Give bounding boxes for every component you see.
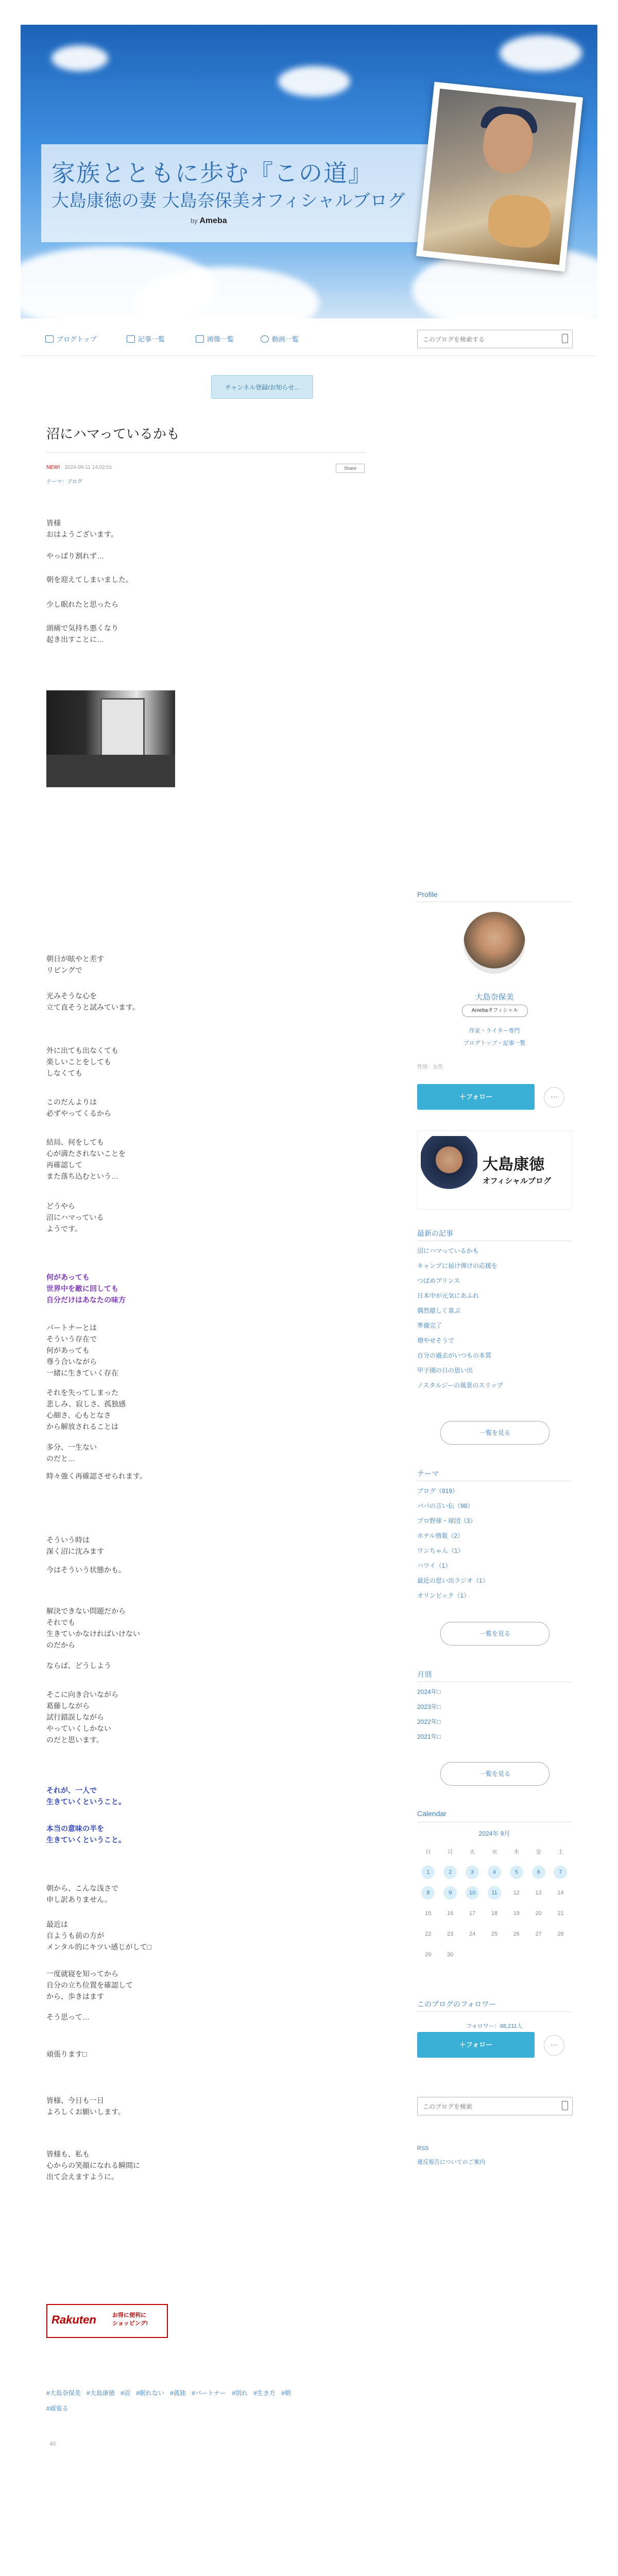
article-paragraph: ならば、どうしよう — [46, 1662, 111, 1670]
calendar-day: 29 — [425, 1952, 432, 1958]
nav-divider — [21, 355, 597, 356]
calendar-day[interactable]: 5 — [510, 1866, 523, 1879]
avatar[interactable] — [464, 912, 525, 974]
nav-video-list[interactable]: 動画一覧 — [261, 334, 299, 344]
rss-link[interactable]: RSS — [417, 2145, 429, 2151]
calendar-day: 24 — [469, 1931, 476, 1937]
article-paragraph: 頑張ります□ — [46, 2050, 87, 2058]
article-paragraph: 結局、何をしても 心が満たされないことを 再確認して また落ち込むという… — [46, 1138, 126, 1180]
calendar-day[interactable]: 4 — [488, 1866, 501, 1879]
calendar-day — [488, 1947, 501, 1961]
official-blog-sub: オフィシャルブログ — [483, 1177, 552, 1185]
calendar-weekday: 火 — [469, 1849, 475, 1855]
article-paragraph: そこに向き合いながら 葛藤しながら 試行錯誤しながら やっていくしかない のだと思います。 — [46, 1690, 118, 1744]
hashtag[interactable]: #生き方 — [253, 2389, 276, 2397]
article-paragraph: 一度就寝を知ってから 自分の立ち位置を確認して から、歩きはます — [46, 1970, 133, 2001]
by-ameba — [191, 216, 227, 226]
calendar-cell — [439, 1907, 461, 1920]
blog-nav — [21, 330, 597, 350]
article-paragraph: 外に出ても出なくても 楽しいことをしても しなくても — [46, 1046, 118, 1077]
video-icon — [261, 335, 269, 343]
channel-register-button[interactable]: チャンネル登録/お知らせ... — [211, 375, 313, 399]
calendar-cell — [550, 1907, 572, 1920]
search-icon[interactable] — [562, 334, 568, 343]
calendar-cell — [461, 1886, 484, 1900]
article-photo[interactable] — [46, 690, 175, 787]
new-badge: NEW! — [46, 465, 60, 470]
calendar-day: 12 — [513, 1890, 520, 1896]
calendar-day[interactable]: 7 — [554, 1866, 567, 1879]
calendar-day: 17 — [469, 1910, 476, 1917]
header-photo — [416, 82, 583, 272]
calendar-day: 13 — [535, 1890, 542, 1896]
month-item[interactable]: 2024年□ — [417, 1688, 441, 1696]
article-paragraph: 朝日が眩やと差す リビングで — [46, 955, 104, 974]
calendar-day — [554, 1947, 567, 1961]
article-title: 沼にハマっているかも — [46, 426, 180, 442]
theme-item[interactable]: 最近の思い出ラジオ（1） — [417, 1577, 489, 1584]
sidebar-search[interactable] — [417, 2097, 573, 2115]
theme-item[interactable]: ハワイ（1） — [417, 1562, 452, 1569]
hashtag[interactable]: #パートナー — [192, 2389, 226, 2397]
calendar-cell — [550, 1927, 572, 1941]
calendar-cell — [439, 1866, 461, 1879]
follow-button[interactable]: ＋フォロー — [417, 2032, 535, 2058]
calendar-day — [532, 1947, 545, 1961]
sidebar-search-input[interactable] — [422, 2098, 553, 2115]
home-icon — [45, 335, 54, 343]
recent-more-button[interactable]: 一覧を見る — [440, 1421, 550, 1445]
calendar-cell — [461, 1947, 484, 1962]
calendar-cell — [527, 1927, 550, 1941]
calendar-weekday: 水 — [491, 1849, 497, 1855]
recent-item[interactable]: 沼にハマっているかも — [417, 1247, 479, 1255]
official-badge: Amebaオフィシャル — [462, 1005, 528, 1017]
article-paragraph: 時々強く再確認させられます。 — [46, 1472, 147, 1480]
article-paragraph: どうやら 沼にハマっている ようです。 — [46, 1202, 104, 1233]
calendar-cell — [439, 1927, 461, 1941]
profile-info: 性別：女性 — [417, 1064, 443, 1070]
calendar-day: 15 — [425, 1910, 432, 1917]
calendar-day[interactable]: 1 — [421, 1866, 435, 1879]
article-paragraph: やっぱり割れず… — [46, 552, 104, 560]
hashtag[interactable]: #大島奈保美 — [46, 2389, 81, 2397]
profile-job[interactable]: 作家・ライター専門 — [469, 1028, 520, 1034]
calendar-cell — [505, 1907, 527, 1920]
more-options-button[interactable]: ··· — [544, 2035, 564, 2056]
list-icon — [127, 335, 135, 343]
theme-item[interactable]: パパの言い伝（98） — [417, 1502, 474, 1510]
hashtag[interactable]: #眠れない — [136, 2389, 164, 2397]
nav-article-list[interactable]: 記事一覧 — [127, 334, 165, 344]
rakuten-text: お得に便利に ショッピング! — [112, 2312, 148, 2327]
recent-item[interactable]: 偶然嬉しく喜ぶ — [417, 1307, 461, 1314]
calendar-week — [417, 1903, 572, 1924]
report-link[interactable]: 違反報告についてのご案内 — [417, 2159, 485, 2165]
calendar-cell — [461, 1927, 484, 1941]
calendar-weekday: 日 — [425, 1849, 431, 1855]
calendar-cell — [550, 1886, 572, 1900]
calendar-cell — [527, 1947, 550, 1962]
follow-button[interactable]: ＋フォロー — [417, 1084, 535, 1110]
article-paragraph: 朝を迎えてしまいました。 — [46, 575, 133, 584]
hashtag[interactable]: #朝 — [281, 2389, 291, 2397]
recent-item[interactable]: 準備完了 — [417, 1322, 442, 1329]
ameba-brand: Ameba — [199, 216, 227, 225]
article-emphasis: 何があっても 世界中を敵に回しても 自分だけはあなたの味方 — [46, 1273, 126, 1304]
nav-image-list[interactable]: 画像一覧 — [196, 334, 234, 344]
calendar-cell — [550, 1866, 572, 1879]
themes-more-button[interactable]: 一覧を見る — [440, 1622, 550, 1646]
month-item[interactable]: 2022年□ — [417, 1718, 441, 1725]
recent-list — [417, 1244, 572, 1393]
followers-follow-row — [417, 2032, 572, 2059]
calendar-day: 25 — [491, 1931, 498, 1937]
calendar-cell — [461, 1866, 484, 1879]
calendar-weekday: 月 — [447, 1849, 453, 1855]
rakuten-banner[interactable] — [46, 2304, 168, 2338]
calendar-cell — [484, 1927, 506, 1941]
follower-count[interactable]: フォロワー：88,211人 — [466, 2023, 523, 2029]
calendar-day: 22 — [425, 1931, 432, 1937]
hashtag[interactable]: #頑張る — [46, 2405, 68, 2412]
calendar-day[interactable]: 6 — [532, 1866, 545, 1879]
profile-name[interactable]: 大島奈保美 — [475, 993, 514, 1002]
article-paragraph: 多分、一生ない のだと… — [46, 1443, 97, 1463]
recent-item[interactable]: 甲子園の日の思い出 — [417, 1367, 473, 1374]
share-button[interactable]: Share — [336, 464, 365, 473]
recent-item[interactable]: つばめプリンス — [417, 1277, 460, 1284]
calendar-day — [466, 1947, 479, 1961]
nav-blog-top[interactable]: ブログトップ — [45, 334, 97, 344]
article-paragraph: 皆様も、私も 心からの笑顔になれる瞬間に 出て会えますように。 — [46, 2150, 140, 2181]
themes-heading: テーマ — [417, 1469, 439, 1478]
article-paragraph: パートナーとは そういう存在で 何があっても 尊う合いながら 一緒に生きていく存在 — [46, 1324, 118, 1377]
calendar-grid — [417, 1841, 572, 1965]
profile-links[interactable]: ブログトップ・記事一覧 — [463, 1040, 526, 1046]
recent-item[interactable]: 増やせそうで — [417, 1337, 455, 1344]
calendar-cell — [439, 1948, 461, 1961]
calendar-day[interactable]: 3 — [466, 1866, 479, 1879]
calendar-cell — [417, 1886, 439, 1900]
profile-follow-row — [417, 1084, 572, 1111]
article-paragraph: 皆様、今日も一日 よろしくお願いします。 — [46, 2096, 125, 2116]
calendar-day: 18 — [491, 1910, 498, 1917]
calendar-day[interactable]: 10 — [466, 1886, 479, 1900]
calendar-day: 27 — [535, 1931, 542, 1937]
recent-item[interactable]: 日本中が元気にあふれ — [417, 1292, 479, 1299]
calendar-day: 19 — [513, 1910, 520, 1917]
calendar-cell — [484, 1907, 506, 1920]
calendar-cell — [505, 1866, 527, 1879]
theme-item[interactable]: オリンピック（1） — [417, 1592, 470, 1599]
calendar-week — [417, 1944, 572, 1965]
calendar-cell — [461, 1907, 484, 1920]
hashtag[interactable]: #沼 — [121, 2389, 130, 2397]
calendar-week — [417, 1883, 572, 1903]
calendar-cell — [417, 1948, 439, 1961]
calendar-cell — [417, 1866, 439, 1879]
article-paragraph: 少し眠れたと思ったら — [46, 600, 118, 608]
calendar-day: 26 — [513, 1931, 520, 1937]
blog-header[interactable] — [21, 25, 597, 318]
search-icon[interactable] — [562, 2101, 568, 2110]
calendar-day: 14 — [557, 1890, 564, 1896]
calendar-cell — [505, 1927, 527, 1941]
recent-heading: 最新の記事 — [417, 1229, 453, 1238]
calendar-day: 28 — [557, 1931, 564, 1937]
calendar-heading: Calendar — [417, 1809, 447, 1818]
hashtag[interactable]: #別れ — [232, 2389, 248, 2397]
article-paragraph: 最近は 自ようも前の方が メンタル的にキツい感じがして□ — [46, 1920, 151, 1951]
image-icon — [196, 335, 204, 343]
hashtag-list — [46, 2385, 366, 2416]
monthly-list — [417, 1685, 572, 1744]
calendar-cell — [417, 1907, 439, 1920]
profile-heading: Profile — [417, 890, 438, 899]
calendar-day: 16 — [447, 1910, 454, 1917]
article-paragraph: 頭痛で気持ち悪くなり 起き出すことに… — [46, 624, 118, 643]
calendar-cell — [417, 1927, 439, 1941]
calendar-cell — [505, 1947, 527, 1962]
calendar-week — [417, 1924, 572, 1944]
calendar-day: 20 — [535, 1910, 542, 1917]
calendar-cell — [550, 1947, 572, 1962]
article-paragraph: それを失ってしまった 悲しみ、寂しさ、孤独感 心細さ、心もとなさ から解放されることは — [46, 1388, 126, 1431]
calendar-weekday: 金 — [536, 1849, 542, 1855]
article-paragraph: 朝から、こんな浅さで 申し訳ありません。 — [46, 1884, 118, 1904]
calendar-week — [417, 1862, 572, 1883]
blog-search[interactable] — [417, 330, 573, 348]
article-paragraph: 解決できない問題だから それでも 生きていかなければいけない のだから — [46, 1607, 140, 1649]
article-paragraph: そう思って… — [46, 2013, 90, 2021]
calendar-cell — [505, 1886, 527, 1900]
calendar-day[interactable]: 11 — [488, 1886, 501, 1900]
calendar-day: 23 — [447, 1931, 454, 1937]
calendar-day[interactable]: 2 — [443, 1866, 457, 1879]
monthly-heading: 月別 — [417, 1670, 432, 1679]
recent-item[interactable]: 自分の過去がいつもの本質 — [417, 1352, 492, 1359]
official-blog-photo — [421, 1136, 477, 1204]
article-paragraph: 皆様 おはようございます。 — [46, 519, 118, 538]
article-paragraph: このだんよりは 必ずやってくるから — [46, 1098, 111, 1117]
article-paragraph: 光みそうな心を 立て直そうと試みています。 — [46, 992, 140, 1011]
calendar-cell — [527, 1866, 550, 1879]
article-theme[interactable]: テーマ：ブログ — [46, 479, 82, 485]
calendar-day: 30 — [447, 1952, 454, 1958]
divider — [417, 2011, 572, 2012]
calendar-weekday: 土 — [557, 1849, 563, 1855]
hashtag[interactable]: #孤独 — [170, 2389, 186, 2397]
theme-item[interactable]: プロ野球・球団（3） — [417, 1517, 476, 1524]
theme-item[interactable]: ワンちゃん（1） — [417, 1547, 464, 1554]
calendar-cell — [527, 1907, 550, 1920]
official-blog-name: 大島康徳 — [483, 1156, 544, 1173]
by-prefix: by — [191, 217, 198, 225]
calendar-month: 2024年 9月 — [478, 1830, 510, 1837]
calendar-cell — [527, 1886, 550, 1900]
rakuten-logo: Rakuten — [52, 2313, 96, 2326]
calendar-cell — [439, 1886, 461, 1900]
theme-item[interactable]: ブログ（819） — [417, 1487, 459, 1495]
like-count[interactable]: 40 — [49, 2441, 56, 2447]
calendar-weekdays — [417, 1841, 572, 1862]
article-emphasis: 本当の意味の半を 生きていくということ。 — [46, 1824, 126, 1844]
monthly-more-button[interactable]: 一覧を見る — [440, 1762, 550, 1786]
calendar-weekday: 木 — [513, 1849, 520, 1855]
month-item[interactable]: 2021年□ — [417, 1733, 441, 1740]
blog-title[interactable]: 家族とともに歩む『この道』 — [52, 159, 373, 187]
calendar-cell — [484, 1886, 506, 1900]
followers-heading: このブログのフォロワー — [417, 2000, 496, 2008]
month-item[interactable]: 2023年□ — [417, 1703, 441, 1710]
more-options-button[interactable]: ··· — [544, 1087, 564, 1108]
calendar-cell — [484, 1866, 506, 1879]
article-paragraph: 今はそういう状態かも。 — [46, 1566, 126, 1574]
blog-subtitle: 大島康徳の妻 大島奈保美オフィシャルブログ — [52, 191, 405, 211]
article-date: 2024-09-11 14:02:01 — [64, 465, 112, 470]
article-emphasis: それが、一人で 生きていくということ。 — [46, 1786, 126, 1806]
search-input[interactable] — [422, 331, 553, 348]
calendar-day[interactable]: 9 — [443, 1886, 457, 1900]
article-meta — [46, 465, 112, 470]
calendar-cell — [484, 1947, 506, 1962]
recent-item[interactable]: キャンプに届け弾けの応援を — [417, 1262, 498, 1269]
article-title-rule — [46, 452, 366, 453]
calendar-day — [510, 1947, 523, 1961]
hashtag[interactable]: #大島康徳 — [87, 2389, 115, 2397]
official-blog-banner[interactable] — [417, 1130, 573, 1210]
themes-list — [417, 1484, 572, 1603]
calendar-day[interactable]: 8 — [421, 1886, 435, 1900]
recent-item[interactable]: ノスタルジーの風景のスリップ — [417, 1382, 503, 1389]
calendar-day: 21 — [557, 1910, 564, 1917]
article-paragraph: そういう時は 深く沼に沈みます — [46, 1536, 104, 1555]
theme-item[interactable]: ホテル情報（2） — [417, 1532, 464, 1539]
